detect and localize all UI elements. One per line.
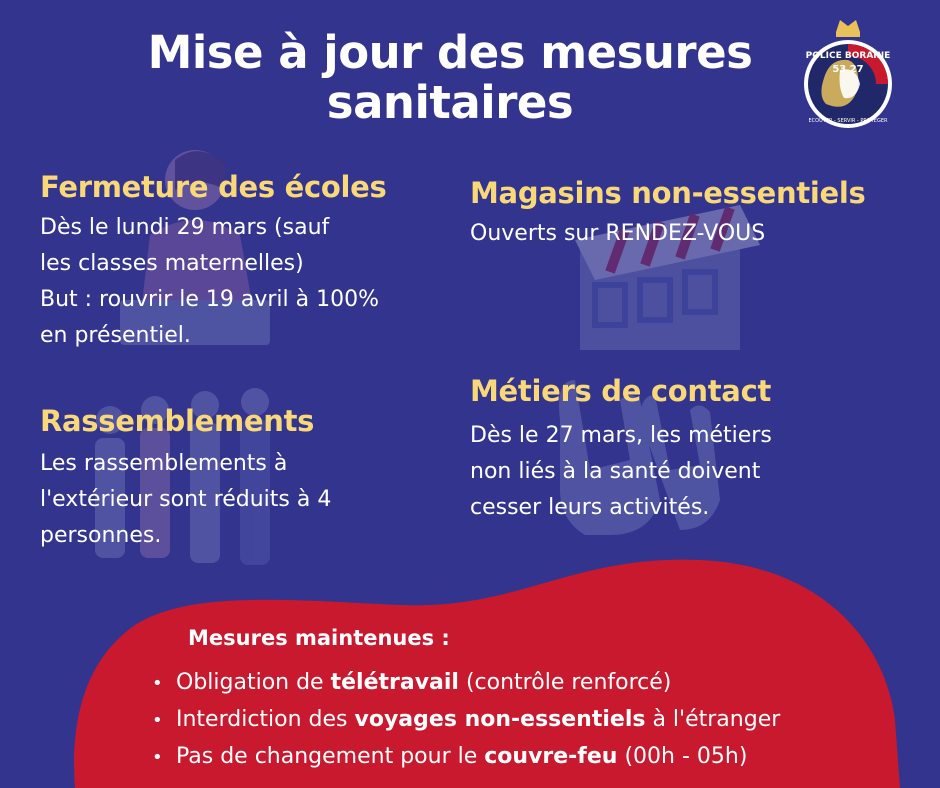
logo-motto: ECOUTER - SERVIR - PROTEGER xyxy=(808,118,888,124)
list-item xyxy=(152,664,780,701)
contact-jobs-line-1: Dès le 27 mars, les métiers xyxy=(470,423,772,448)
logo-top-text: POLICE BORAINE xyxy=(805,51,891,61)
shops-text xyxy=(470,216,765,252)
measure-2-before: Interdiction des xyxy=(176,707,355,732)
measures-title: Mesures maintenues : xyxy=(188,626,450,650)
contact-jobs-heading: Métiers de contact xyxy=(470,374,772,408)
schools-text xyxy=(40,210,379,354)
measures-list xyxy=(152,664,780,775)
schools-line-4: en présentiel. xyxy=(40,323,191,348)
contact-jobs-text xyxy=(470,418,772,526)
page-title: Mise à jour des mesures sanitaires xyxy=(147,26,753,129)
gatherings-line-2: l'extérieur sont réduits à 4 xyxy=(40,487,332,512)
contact-jobs-line-2: non liés à la santé doivent xyxy=(470,459,761,484)
schools-line-1: Dès le lundi 29 mars (sauf xyxy=(40,215,330,240)
measure-3-bold: couvre-feu xyxy=(484,744,618,769)
gatherings-heading: Rassemblements xyxy=(40,404,315,438)
police-boraine-badge-icon xyxy=(800,18,896,130)
shops-line-1: Ouverts sur RENDEZ-VOUS xyxy=(470,221,766,246)
gatherings-line-3: personnes. xyxy=(40,523,162,548)
gatherings-line-1: Les rassemblements à xyxy=(40,451,288,476)
bullet-icon: • xyxy=(152,673,163,694)
schools-line-3: But : rouvrir le 19 avril à 100% xyxy=(40,287,380,312)
measure-3-before: Pas de changement pour le xyxy=(176,744,485,769)
bullet-icon: • xyxy=(152,710,163,731)
gatherings-text xyxy=(40,446,331,554)
measure-1-after: (contrôle renforcé) xyxy=(458,670,672,695)
list-item xyxy=(152,701,780,738)
logo-number: 53 27 xyxy=(832,64,864,75)
measure-2-after: à l'étranger xyxy=(645,707,781,732)
measure-2-bold: voyages non-essentiels xyxy=(354,707,646,732)
schools-heading: Fermeture des écoles xyxy=(40,170,387,204)
contact-jobs-line-3: cesser leurs activités. xyxy=(470,495,710,520)
schools-line-2: les classes maternelles) xyxy=(40,251,304,276)
list-item xyxy=(152,738,780,775)
measure-1-before: Obligation de xyxy=(176,670,331,695)
measure-1-bold: télétravail xyxy=(330,670,459,695)
measure-3-after: (00h - 05h) xyxy=(617,744,748,769)
bullet-icon: • xyxy=(152,747,163,768)
shops-heading: Magasins non-essentiels xyxy=(470,176,866,210)
